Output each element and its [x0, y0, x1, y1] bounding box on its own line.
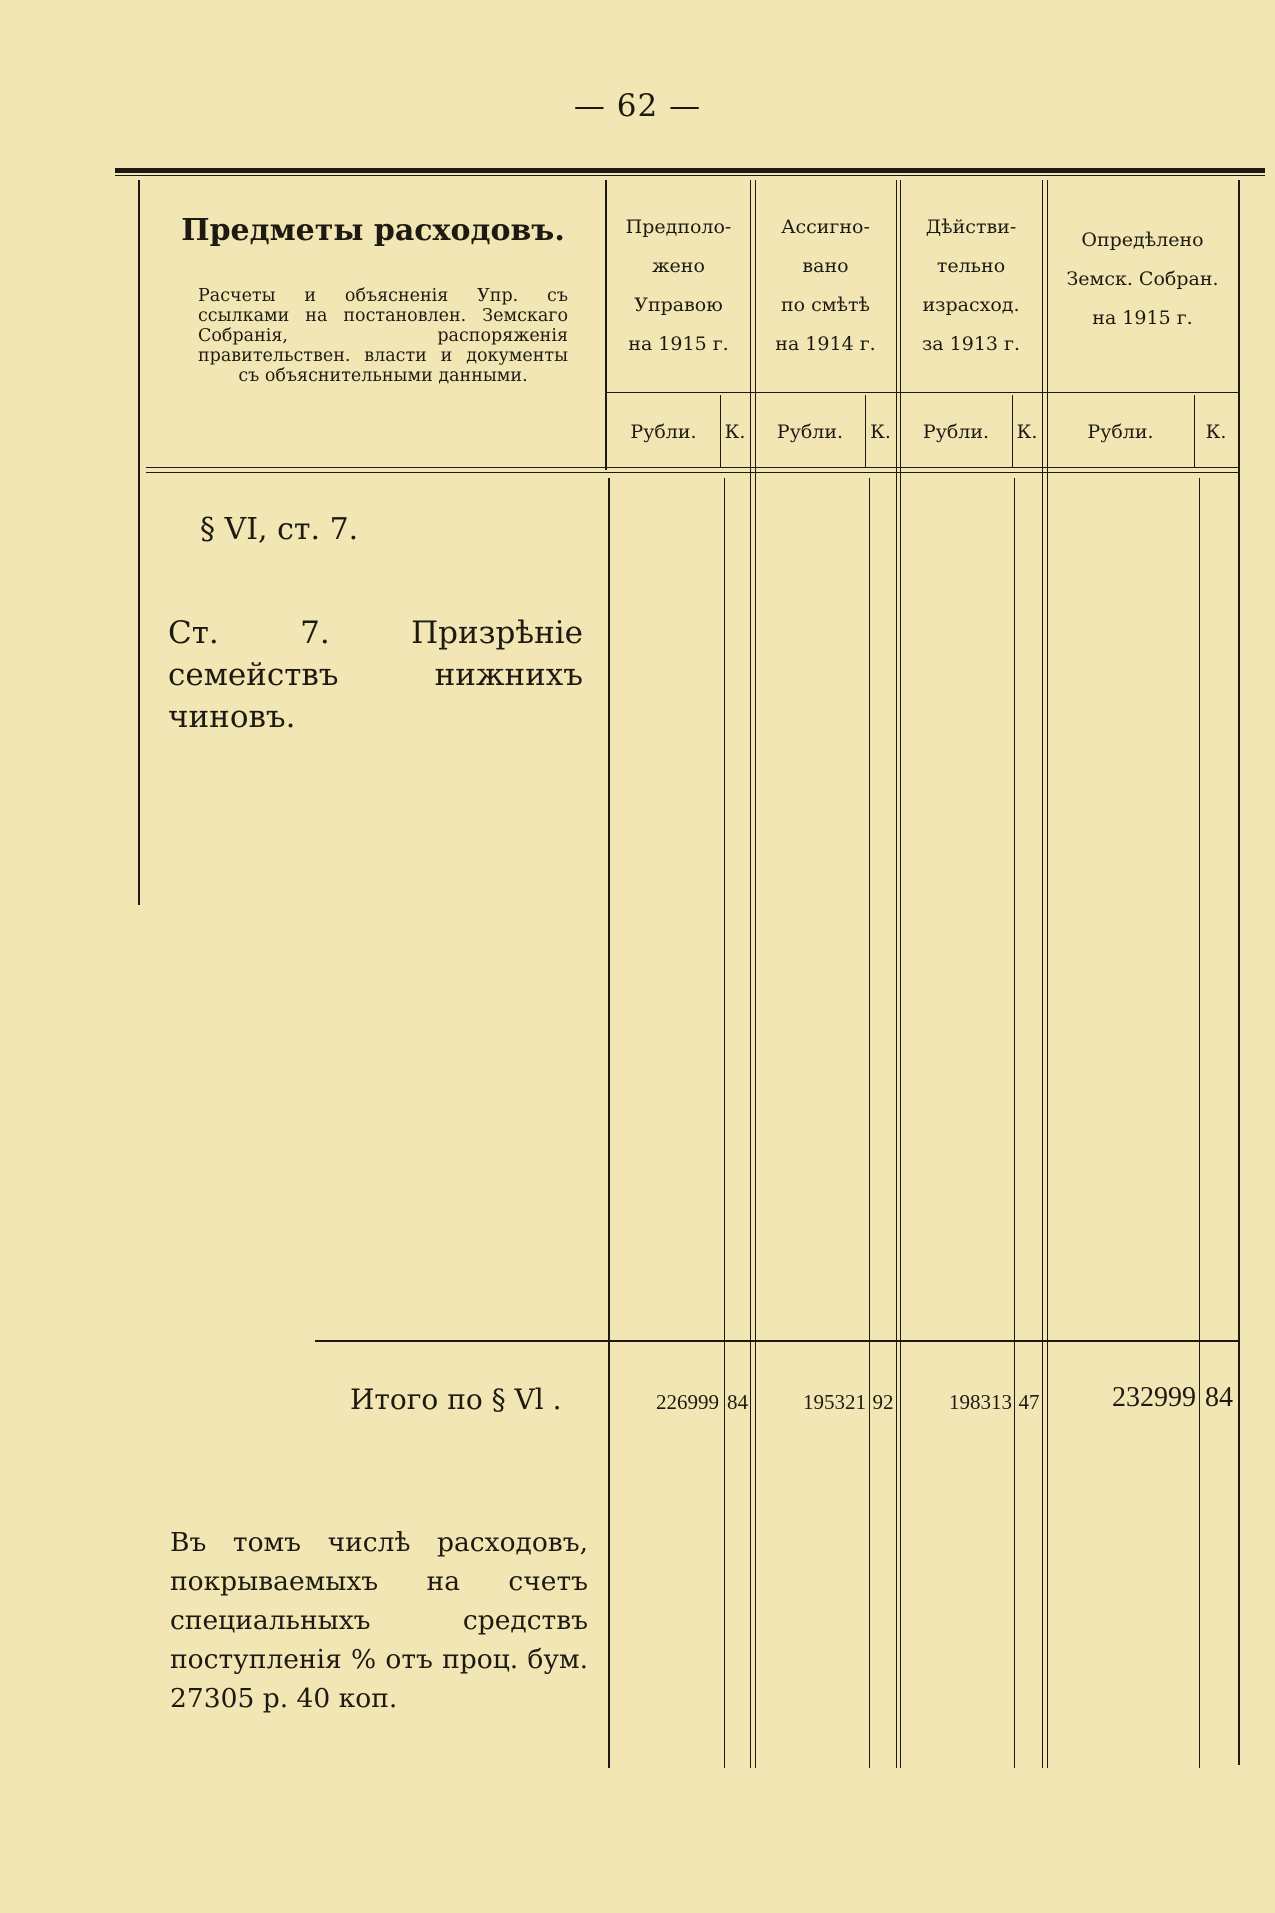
total-spent-kopeks: 47 [1018, 1390, 1040, 1414]
unit-kopeks: К. [1205, 421, 1227, 443]
unit-rubles: Рубли. [630, 421, 697, 443]
total-assigned-kopeks: 92 [872, 1390, 894, 1414]
column-header-assigned: Ассигно- вано по смѣтѣ на 1914 г. [775, 216, 876, 355]
total-proposed-kopeks: 84 [727, 1390, 748, 1414]
column-header-proposed: Предполо- жено Управою на 1915 г. [625, 216, 732, 355]
column-title: Предметы расходовъ. [181, 213, 565, 248]
article-title: Ст. 7. Призрѣніе семействъ нижнихъ чиновъ. [168, 615, 583, 735]
unit-rubles: Рубли. [776, 421, 844, 443]
section-reference: § VI, ст. 7. [200, 512, 359, 547]
column-header-approved: Опредѣлено Земск. Собран. на 1915 г. [1066, 229, 1219, 329]
unit-kopeks: К. [1016, 421, 1038, 443]
page-number: — 62 — [573, 88, 702, 124]
total-approved-kopeks: 84 [1205, 1382, 1233, 1413]
total-assigned-rubles: 195321 [803, 1390, 866, 1414]
column-header-spent: Дѣйстви- тельно израсход. за 1913 г. [921, 216, 1021, 355]
total-proposed-rubles: 226999 [656, 1390, 719, 1414]
unit-rubles: Рубли. [922, 421, 990, 443]
unit-rubles: Рубли. [1087, 421, 1154, 443]
column-subtitle: Расчеты и объясненія Упр. съ ссылками на постановлен. Земскаго Собранія, распоряженія правительствен. власти и документы съ объяснительными данными. [198, 286, 568, 386]
total-spent-rubles: 198313 [949, 1390, 1012, 1414]
total-approved-rubles: 232999 [1112, 1382, 1196, 1413]
unit-kopeks: К. [870, 421, 891, 443]
special-funds-note: Въ томъ числѣ расходовъ, покрываемыхъ на счетъ специальныхъ средствъ поступленія % отъ проц. бум. 27305 р. 40 коп. [170, 1527, 588, 1714]
unit-kopeks: К. [724, 421, 746, 443]
total-label: Итого по § Vl . [350, 1383, 562, 1416]
